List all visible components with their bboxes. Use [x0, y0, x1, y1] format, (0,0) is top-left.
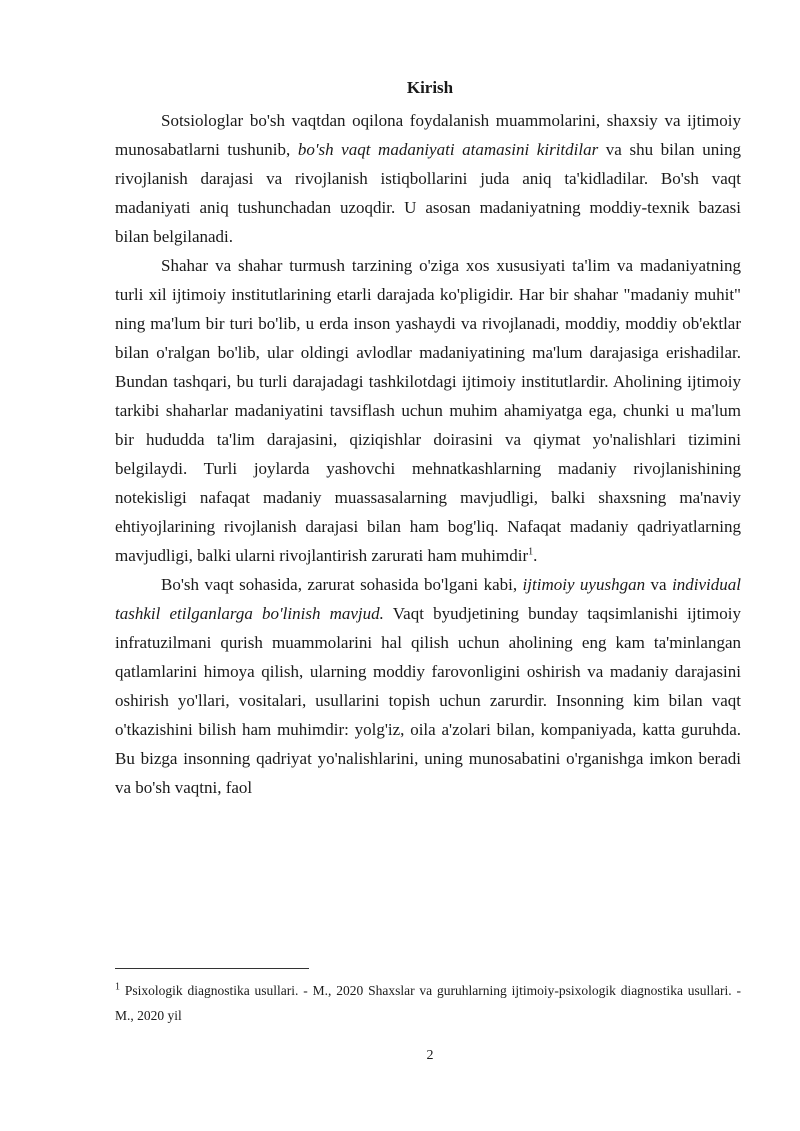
paragraph-1-italic-term: bo'sh vaqt madaniyati atamasini kiritdilar	[297, 140, 599, 159]
paragraph-3-conjunction: va	[645, 575, 673, 594]
footnote-text: Psixologik diagnostika usullari. - M., 2020 Shaxslar va guruhlarning ijtimoiy-psixologik diagnostika usullari. - M., 2020 yil	[115, 983, 741, 1023]
footnote-marker: 1	[115, 981, 120, 993]
paragraph-3-italic-term-1: ijtimoiy uyushgan	[522, 575, 646, 594]
paragraph-1-text-end: va shu bilan uning rivojlanish darajasi va rivojlanish istiqbollarini juda aniq ta'kidladilar. Bo'sh vaqt madaniyati aniq tushunchadan uzoqdir. U asosan madaniyatning moddiy-texnik bazasi bilan belgilanadi.	[115, 140, 741, 246]
paragraph-2	[115, 251, 741, 570]
paragraph-1-text-start: Sotsiologlar bo'sh vaqtdan oqilona foydalanish muammolarini, shaxsiy va ijtimoiy munosabatlarni tushunib,	[115, 111, 741, 159]
paragraph-3-text-start: Bo'sh vaqt sohasida, zarurat sohasida bo'lgani kabi,	[161, 575, 523, 594]
page-number: 2	[426, 1048, 434, 1063]
footnote-reference[interactable]: 1	[528, 546, 534, 558]
paragraph-3-text-end: Vaqt byudjetining bunday taqsimlanishi ijtimoiy infratuzilmani qurish muammolarini hal qilish uchun aholining eng kam ta'minlangan qatlamlarini himoya qilish, ularning moddiy farovonligini oshirish va madaniy darajasini oshirish yo'llari, vositalari, usullarini topish uchun zarurdir. Insonning kim bilan vaqt o'tkazishini bilish ham muhimdir: yolg'iz, oila a'zolari bilan, kompaniyada, katta guruhda. Bu bizga insonning qadriyat yo'nalishlarini, uning munosabatini o'rganishga imkon beradi va bo'sh vaqtni, faol	[115, 604, 741, 797]
paragraph-1	[115, 106, 741, 251]
paragraph-3	[115, 570, 741, 802]
paragraph-2-text: Shahar va shahar turmush tarzining o'ziga xos xususiyati ta'lim va madaniyatning turli xil ijtimoiy institutlarining etarli darajada ko'pligidir. Har bir shahar "madaniy muhit" ning ma'lum bir turi bo'lib, u erda inson yashaydi va rivojlanadi, moddiy, moddiy ob'ektlar bilan o'ralgan bo'lib, ular oldingi avlodlar madaniyatining ma'lum darajasiga erishadilar. Bundan tashqari, bu turli darajadagi tashkilotdagi ijtimoiy institutlardir. Aholining ijtimoiy tarkibi shaharlar madaniyatini tavsiflash uchun muhim ahamiyatga ega, chunki u ma'lum bir hududda ta'lim darajasini, qiziqishlar doirasini va qiymat yo'nalishlari tizimini belgilaydi. Turli joylarda yashovchi mehnatkashlarning madaniy rivojlanishining notekisligi nafaqat madaniy muassasalarning mavjudligi, balki shaxsning ma'naviy ehtiyojlarining rivojlanish darajasi bilan ham bog'liq. Nafaqat madaniy qadriyatlarning mavjudligi, balki ularni rivojlantirish zarurati ham muhimdir	[115, 256, 741, 565]
page-title: Kirish	[406, 78, 454, 97]
paragraph-2-period: .	[533, 546, 538, 565]
paragraph-3-italic-term-2: individual tashkil etilganlarga bo'linish mavjud.	[115, 575, 742, 623]
body-text	[115, 106, 741, 802]
footnote-divider	[115, 968, 309, 969]
footnote	[115, 978, 741, 1028]
